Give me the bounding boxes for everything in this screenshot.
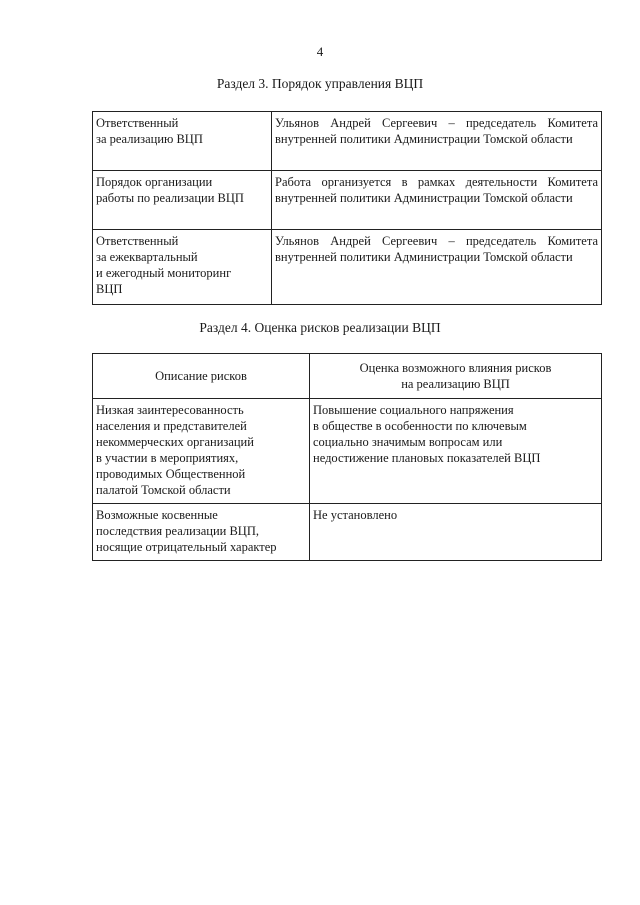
cell-line: Ответственный bbox=[96, 116, 179, 130]
risks-table bbox=[92, 353, 602, 561]
cell-line: Низкая заинтересованность bbox=[96, 403, 244, 417]
page-number: 4 bbox=[316, 44, 324, 59]
responsible-value-cell: Ульянов Андрей Сергеевич – председатель Комитета внутренней политики Администрации Томской области bbox=[272, 112, 602, 171]
cell-line: Ответственный bbox=[96, 234, 179, 248]
table-row bbox=[93, 230, 602, 305]
cell-line: Возможные косвенные bbox=[96, 508, 218, 522]
cell-line: Повышение социального напряжения bbox=[313, 403, 514, 417]
cell-line: носящие отрицательный характер bbox=[96, 540, 277, 554]
risk-description-header: Описание рисков bbox=[93, 354, 310, 399]
cell-line: населения и представителей bbox=[96, 419, 247, 433]
cell-line: недостижение плановых показателей ВЦП bbox=[313, 451, 541, 465]
table-row bbox=[93, 112, 602, 171]
cell-line: за реализацию ВЦП bbox=[96, 132, 203, 146]
cell-line: последствия реализации ВЦП, bbox=[96, 524, 259, 538]
cell-line: Порядок организации bbox=[96, 175, 213, 189]
cell-line: в обществе в особенности по ключевым bbox=[313, 419, 527, 433]
risk-impact-cell bbox=[310, 399, 602, 504]
cell-line: некоммерческих организаций bbox=[96, 435, 254, 449]
risk-description-cell bbox=[93, 504, 310, 561]
monitoring-value-cell: Ульянов Андрей Сергеевич – председатель Комитета внутренней политики Администрации Томской области bbox=[272, 230, 602, 305]
cell-line: Не установлено bbox=[313, 508, 398, 522]
table-row bbox=[93, 171, 602, 230]
organization-value-cell: Работа организуется в рамках деятельности Комитета внутренней политики Администрации Томской области bbox=[272, 171, 602, 230]
cell-line: проводимых Общественной bbox=[96, 467, 246, 481]
cell-line: социально значимым вопросам или bbox=[313, 435, 503, 449]
responsible-label-cell bbox=[93, 112, 272, 171]
cell-line: ВЦП bbox=[96, 282, 123, 296]
table-row bbox=[93, 399, 602, 504]
organization-label-cell bbox=[93, 171, 272, 230]
cell-line: работы по реализации ВЦП bbox=[96, 191, 244, 205]
monitoring-label-cell bbox=[93, 230, 272, 305]
cell-line: в участии в мероприятиях, bbox=[96, 451, 239, 465]
cell-line: и ежегодный мониторинг bbox=[96, 266, 232, 280]
risk-impact-cell bbox=[310, 504, 602, 561]
header-line: на реализацию ВЦП bbox=[401, 377, 510, 391]
risk-impact-header bbox=[310, 354, 602, 399]
cell-line: палатой Томской области bbox=[96, 483, 231, 497]
header-line: Оценка возможного влияния рисков bbox=[359, 361, 552, 375]
table-row bbox=[93, 504, 602, 561]
section-3-title: Раздел 3. Порядок управления ВЦП bbox=[216, 76, 424, 91]
table-header-row bbox=[93, 354, 602, 399]
cell-line: за ежеквартальный bbox=[96, 250, 198, 264]
section-4-title: Раздел 4. Оценка рисков реализации ВЦП bbox=[199, 320, 441, 335]
management-table bbox=[92, 111, 602, 305]
risk-description-cell bbox=[93, 399, 310, 504]
